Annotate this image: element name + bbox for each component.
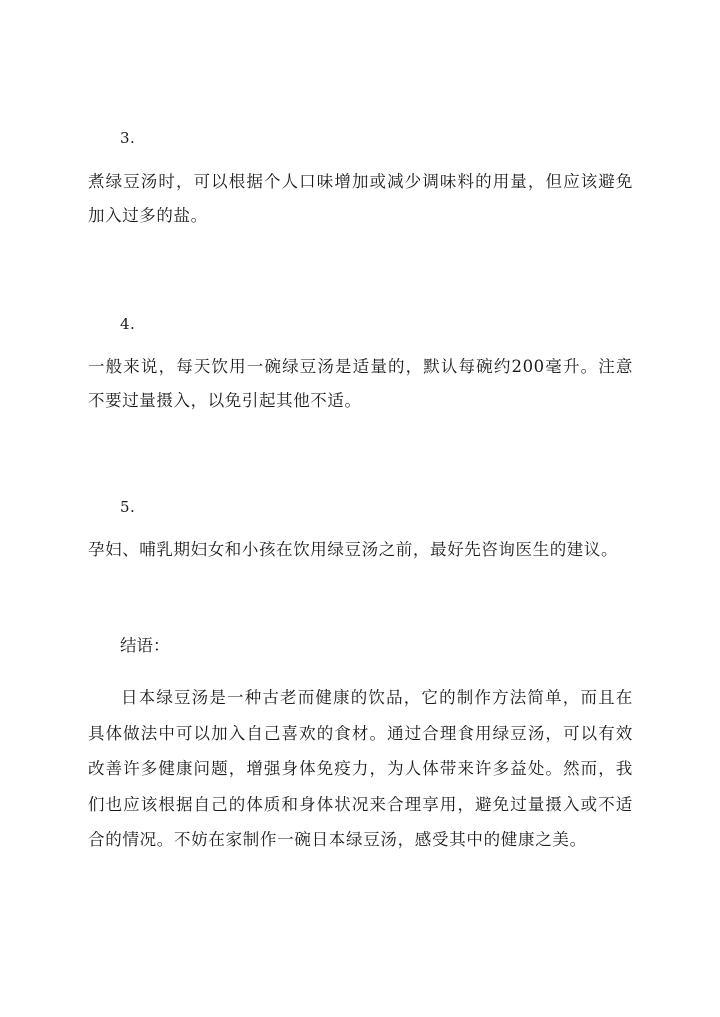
item-text-5: 孕妇、哺乳期妇女和小孩在饮用绿豆汤之前，最好先咨询医生的建议。	[88, 540, 619, 559]
item-number-3: 3.	[120, 129, 136, 147]
item-number-5: 5.	[120, 498, 136, 516]
conclusion-heading: 结语：	[120, 636, 170, 655]
item-text-4: 一般来说，每天饮用一碗绿豆汤是适量的，默认每碗约200毫升。注意不要过量摄入，以免引起其他不适。	[88, 357, 633, 410]
item-number-4: 4.	[120, 315, 136, 333]
conclusion-text: 日本绿豆汤是一种古老而健康的饮品，它的制作方法简单，而且在具体做法中可以加入自己喜欢的食材。通过合理食用绿豆汤，可以有效改善许多健康问题，增强身体免疫力，为人体带来许多益处。然而，我们也应该根据自己的体质和身体状况来合理享用，避免过量摄入或不适合的情况。不妨在家制作一碗日本绿豆汤，感受其中的健康之美。	[88, 688, 633, 849]
item-text-3: 煮绿豆汤时，可以根据个人口味增加或减少调味料的用量，但应该避免加入过多的盐。	[88, 172, 633, 225]
